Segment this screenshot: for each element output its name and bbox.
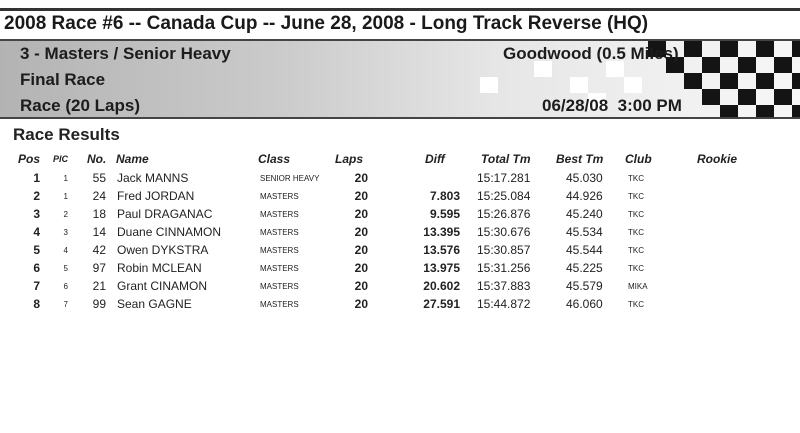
cell-car-number: 24 — [92, 189, 106, 203]
cell-best-time: 45.534 — [566, 225, 603, 239]
cell-position: 7 — [33, 279, 40, 293]
cell-pic: 4 — [63, 246, 68, 255]
race-date: 06/28/08 — [542, 96, 609, 115]
table-row — [0, 225, 800, 243]
table-row — [0, 189, 800, 207]
table-row — [0, 243, 800, 261]
page-title: 2008 Race #6 -- Canada Cup -- June 28, 2008 - Long Track Reverse (HQ) — [4, 13, 649, 34]
cell-club: MIKA — [628, 282, 648, 291]
cell-best-time: 45.579 — [566, 279, 603, 293]
cell-best-time: 45.240 — [566, 207, 603, 221]
cell-driver-name: Paul DRAGANAC — [117, 207, 213, 221]
cell-diff: 27.591 — [423, 297, 460, 311]
cell-pic: 5 — [63, 264, 68, 273]
track-label: Goodwood (0.5 Miles) — [503, 44, 679, 63]
cell-club: TKC — [628, 246, 644, 255]
cell-club: TKC — [628, 228, 644, 237]
cell-total-time: 15:30.857 — [477, 243, 531, 257]
race-datetime — [542, 96, 682, 116]
cell-diff: 13.975 — [423, 261, 460, 275]
cell-car-number: 21 — [92, 279, 106, 293]
cell-class: MASTERS — [260, 264, 299, 273]
cell-club: TKC — [628, 264, 644, 273]
cell-class: MASTERS — [260, 210, 299, 219]
cell-best-time: 46.060 — [566, 297, 603, 311]
cell-car-number: 55 — [92, 171, 106, 185]
section-title: Race Results — [13, 125, 120, 144]
cell-total-time: 15:25.084 — [477, 189, 531, 203]
race-laps-label: Race (20 Laps) — [20, 96, 140, 115]
cell-diff: 7.803 — [429, 189, 460, 203]
cell-best-time: 45.544 — [566, 243, 603, 257]
cell-best-time: 45.030 — [566, 171, 603, 185]
cell-total-time: 15:37.883 — [477, 279, 531, 293]
col-header-name: Name — [116, 152, 149, 166]
table-row — [0, 261, 800, 279]
cell-diff: 13.576 — [423, 243, 460, 257]
col-header-best-time: Best Tm — [556, 152, 604, 166]
cell-class: SENIOR HEAVY — [260, 174, 320, 183]
table-row — [0, 279, 800, 297]
cell-driver-name: Duane CINNAMON — [117, 225, 222, 239]
cell-car-number: 99 — [92, 297, 106, 311]
cell-laps: 20 — [354, 243, 368, 257]
cell-position: 2 — [33, 189, 40, 203]
cell-position: 3 — [33, 207, 40, 221]
cell-driver-name: Robin MCLEAN — [117, 261, 202, 275]
col-header-pic: PIC — [53, 154, 69, 164]
cell-car-number: 97 — [92, 261, 106, 275]
col-header-pos: Pos — [18, 152, 41, 166]
race-banner — [0, 39, 800, 119]
title-rule — [0, 8, 800, 11]
cell-laps: 20 — [354, 261, 368, 275]
col-header-laps: Laps — [335, 152, 364, 166]
cell-position: 1 — [33, 171, 40, 185]
cell-best-time: 45.225 — [566, 261, 603, 275]
cell-driver-name: Jack MANNS — [117, 171, 189, 185]
cell-laps: 20 — [354, 297, 368, 311]
cell-pic: 6 — [63, 282, 68, 291]
cell-club: TKC — [628, 174, 644, 183]
cell-class: MASTERS — [260, 246, 299, 255]
cell-total-time: 15:30.676 — [477, 225, 531, 239]
cell-club: TKC — [628, 300, 644, 309]
cell-laps: 20 — [354, 189, 368, 203]
cell-pic: 7 — [63, 300, 68, 309]
cell-club: TKC — [628, 192, 644, 201]
race-class-label: 3 - Masters / Senior Heavy — [20, 44, 231, 63]
cell-position: 6 — [33, 261, 40, 275]
cell-class: MASTERS — [260, 192, 299, 201]
col-header-rookie: Rookie — [697, 152, 738, 166]
cell-diff: 9.595 — [429, 207, 460, 221]
cell-laps: 20 — [354, 225, 368, 239]
cell-pic: 1 — [63, 192, 68, 201]
cell-diff: 13.395 — [423, 225, 460, 239]
cell-driver-name: Fred JORDAN — [117, 189, 195, 203]
cell-pic: 3 — [63, 228, 68, 237]
cell-best-time: 44.926 — [566, 189, 603, 203]
cell-diff: 20.602 — [423, 279, 460, 293]
col-header-total-time: Total Tm — [481, 152, 531, 166]
cell-pic: 2 — [63, 210, 68, 219]
cell-laps: 20 — [354, 279, 368, 293]
cell-laps: 20 — [354, 207, 368, 221]
race-type-label: Final Race — [20, 70, 106, 89]
cell-position: 4 — [33, 225, 40, 239]
cell-driver-name: Owen DYKSTRA — [117, 243, 209, 257]
table-row — [0, 171, 800, 189]
cell-class: MASTERS — [260, 282, 299, 291]
cell-total-time: 15:26.876 — [477, 207, 531, 221]
col-header-no: No. — [87, 152, 107, 166]
cell-total-time: 15:17.281 — [477, 171, 531, 185]
race-time: 3:00 PM — [617, 96, 682, 115]
cell-position: 5 — [33, 243, 40, 257]
cell-car-number: 14 — [92, 225, 106, 239]
cell-club: TKC — [628, 210, 644, 219]
cell-position: 8 — [33, 297, 40, 311]
cell-laps: 20 — [354, 171, 368, 185]
cell-total-time: 15:44.872 — [477, 297, 531, 311]
col-header-club: Club — [625, 152, 652, 166]
cell-total-time: 15:31.256 — [477, 261, 531, 275]
cell-pic: 1 — [63, 174, 68, 183]
cell-class: MASTERS — [260, 228, 299, 237]
col-header-class: Class — [258, 152, 291, 166]
cell-driver-name: Sean GAGNE — [117, 297, 192, 311]
cell-car-number: 42 — [92, 243, 106, 257]
col-header-diff: Diff — [425, 152, 445, 166]
table-row — [0, 207, 800, 225]
cell-class: MASTERS — [260, 300, 299, 309]
cell-driver-name: Grant CINAMON — [117, 279, 208, 293]
table-row — [0, 297, 800, 315]
cell-car-number: 18 — [92, 207, 106, 221]
